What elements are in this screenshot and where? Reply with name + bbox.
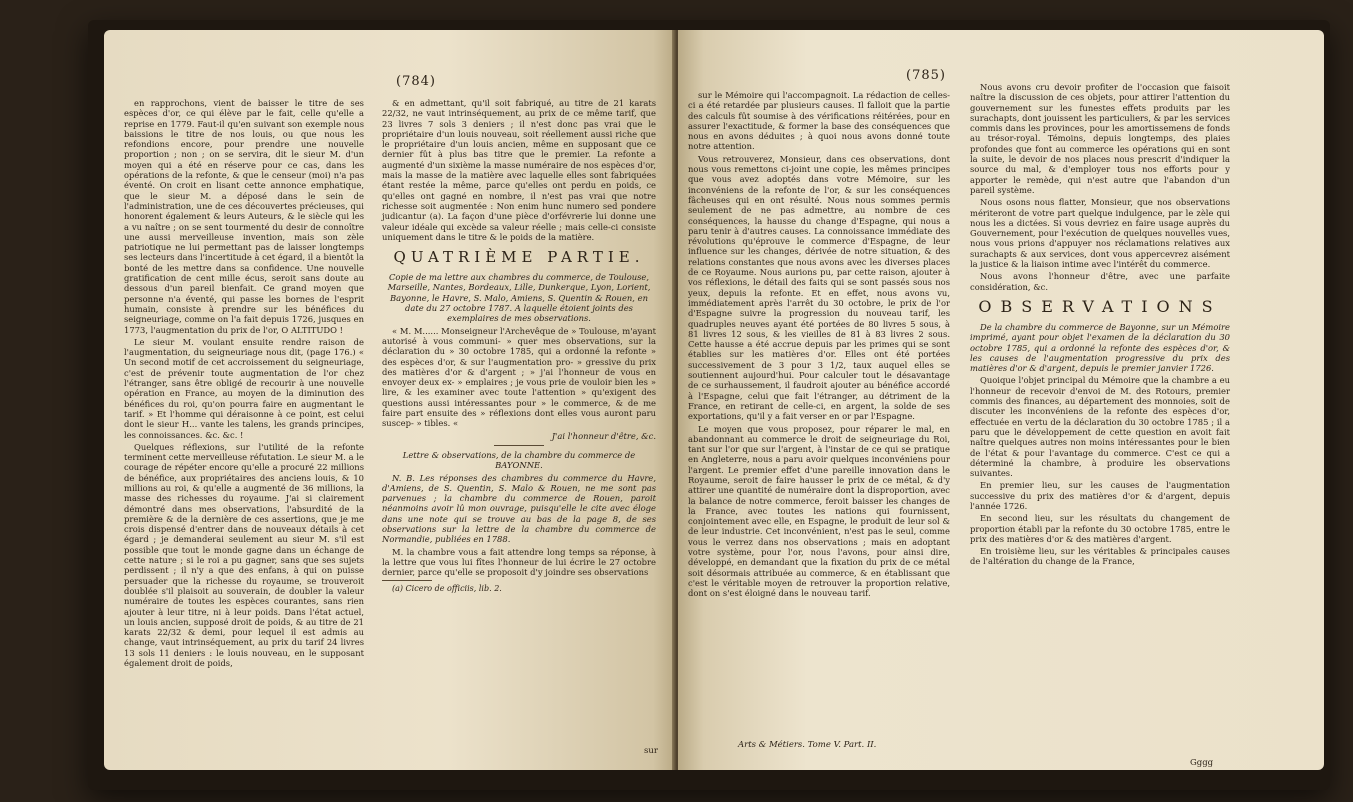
catchword: sur <box>644 746 658 756</box>
paragraph: Nous avons cru devoir profiter de l'occasion que faisoit naître la discussion de ces objets, pour attirer l'attention du gouvernement sur les funestes effets produits par les surachapts, dont jouissent les particuliers, & par les services commis dans les provinces, pour les amortissemens de fonds au trésor-royal. Témoins, depuis longtemps, des plaies profondes que font au commerce les opérations qui en sont la suite, le devoir de nos places nous prescrit d'indiquer la source du mal, & d'employer tous nos efforts pour y apporter le remède, qui n'est autre que l'abandon d'un pareil système. <box>970 82 1230 195</box>
right-column-1 <box>688 90 950 601</box>
paragraph: Le moyen que vous proposez, pour réparer le mal, en abandonnant au commerce le droit de seigneuriage du Roi, tant sur l'or que sur l'argent, à l'instar de ce qui se pratique en Angleterre, nous a paru avoir quelques inconvéniens pour l'argent. Le premier effet d'une pareille innovation dans le Royaume, seroit de faire hausser le prix de ce métal, & d'y attirer une quantité de numéraire dont la disproportion, avec la balance de notre commerce, feroit baisser les changes de la France, avec toutes les nations qui fournissent, conjointement avec elle, en Espagne, le produit de leur sol & de leur industrie. Cet inconvénient, n'est pas le seul, comme vous le verrez dans nos observations ; mais en adoptant votre système, pour l'or, nous l'avons, pour ainsi dire, développé, en demandant que la fixation du prix de ce métal soit désormais attribuée au commerce, & en établissant que c'est le véritable moyen de retrouver la proportion relative, dont on s'est éloigné dans le nouveau tarif. <box>688 423 950 599</box>
sub-heading: Lettre & observations, de la chambre du commerce de BAYONNE. <box>402 449 636 471</box>
paragraph: Vous retrouverez, Monsieur, dans ces observations, dont nous vous remettons ci-joint une copie, les mêmes principes que vous avez adoptés dans votre Mémoire, sur les inconvéniens de la refonte de l'or, & sur les conséquences fâcheuses qui en ont résulté. Nous nous sommes permis seulement de ne pas admettre, au nombre de ces conséquences, la hausse du change d'Espagne, qui nous a paru tenir à d'autres causes. La connoissance immédiate des révolutions qu'éprouve le commerce d'Espagne, de leur influence sur les changes, dérivée de notre situation, & des relations constantes que nous avons avec les diverses places de ce Royaume. Nous aurions pu, par cette raison, ajouter à vos réflexions, le détail des faits qui se sont passés sous nos yeux, depuis la refonte. Et en effet, nous avons vu, immédiatement après l'arrêt du 30 octobre, le prix de l'or d'Espagne suivre la progression du nouveau tarif, les quadruples neuves ayant été portées de 80 livres 5 sous, à 81 livres 12 sous, & les vieilles de 81 à 83 livres 2 sous. Cette hausse a été accrue depuis par les primes qui se sont établies sur les matières d'or. Elles ont été portées successivement de 3 pour 3 1/2, taux auquel elles se soutiennent aujourd'hui. Pour calculer tout le désavantage de ce surhaussement, il faudroit ajouter au bénéfice accordé à l'Espagne, celui que fait l'étranger, au détriment de la France, en retirant de celle-ci, en argent, la solde de ses exportations, qu'il y a fait verser en or par l'Espagne. <box>688 153 950 422</box>
footnote: (a) Cicero de officiis, lib. 2. <box>392 584 502 594</box>
left-page-number: (784) <box>396 74 436 89</box>
paragraph: Quelques réflexions, sur l'utilité de la refonte terminent cette merveilleuse réfutation. Le sieur M. a le courage de répéter encore qu'elle a procuré 22 millions de bénéfice, aux propriétaires des anciens louis, & 10 millions au roi, & qu'elle a augmenté de 36 millions, la masse des richesses du royaume. J'ai si clairement démontré dans mes observations, l'absurdité de la première & de la dernière de ces assertions, que je me crois dispensé d'entrer dans de nouveaux détails à cet égard ; je demanderai seulement au sieur M. s'il est possible que tout le monde gagne dans un échange de cette nature ; si le roi a pu gagner, sans que ses sujets perdissent ; il n'y a que des enfans, à qui on puisse persuader que la richesse du royaume, se trouveroit doublée s'il plaisoit au souverain, de doubler la valeur numéraire de toutes les espèces courantes, sans rien ajouter à leur titre, ni à leur poids. Dans l'état actuel, un louis ancien, supposé droit de poids, & au titre de 21 karats 22/32 & demi, pour lequel il est admis au change, vaut intrinséquement, au prix du tarif 24 livres 13 sols 11 deniers : le louis nouveau, en le supposant également droit de poids, <box>124 441 364 669</box>
paragraph: Le sieur M. voulant ensuite rendre raison de l'augmentation, du seigneuriage nous dit, (page 176.) « Un second motif de cet accroissement du seigneuriage, c'est de prévenir toute augmentation de l'or chez l'étranger, sans être obligé de recourir à une nouvelle opération en France, au moyen de la diminution des bénéfices du roi, qu'on pourra faire en augmentant le tarif. » Et l'homme qui déraisonne à ce point, est celui dont le sieur H... vante les talens, les grands principes, les connoissances. &c. &c. ! <box>124 336 364 440</box>
left-column-1 <box>124 98 364 670</box>
copy-note: Copie de ma lettre aux chambres du commerce, de Toulouse, Marseille, Nantes, Bordeaux, Lille, Dunkerque, Lyon, Lorient, Bayonne, le Havre, S. Malo, Amiens, S. Quentin & Rouen, en date du 27 octobre 1787. A laquelle étoient joints des exemplaires de mes observations. <box>387 272 651 324</box>
right-page <box>678 30 1324 770</box>
paragraph: en rapprochons, vient de baisser le titre de ses espèces d'or, ce qui élève par le fait, celle qu'elle a reprise en 1779. Faut-il qu'en suivant son exemple nous baissions le titre de nos louis, ou que nous les refondions encore, pour prendre une nouvelle proportion ; non ; on se servira, dit le sieur M. d'un moyen qui a été en réserve pour ce cas, dans les opérations de la refonte, & que le censeur (moi) n'a pas éventé. On croit en lisant cette annonce emphatique, que le sieur M. a déposé dans le sein de l'administration, une de ces découvertes précieuses, qui honorent également & leurs Auteurs, & le siècle qui les a vu naître ; on se sent tourmenté du desir de connoître une aussi merveilleuse invention, mais son zèle patriotique ne lui permettant pas de laisser longtemps ses lecteurs dans l'incertitude à cet égard, il a bientôt la bonté de les mettre dans sa confidence. Une nouvelle gratification de cent mille écus, seroit sans doute au dessous d'un pareil bienfait. Ce grand moyen que personne n'a éventé, qui passe les bornes de l'esprit humain, consiste à prendre sur les bénéfices du seigneuriage, comme on l'a fait depuis 1726, jusques en 1773, l'augmentation du prix de l'or, O ALTITUDO ! <box>124 98 364 335</box>
paragraph: & en admettant, qu'il soit fabriqué, au titre de 21 karats 22/32, ne vaut intrinséquement, au prix de ce même tarif, que 23 livres 7 sols 3 deniers ; il n'est donc pas vrai que le propriétaire d'un louis nouveau, soit réellement aussi riche que le propriétaire d'un louis ancien, même en supposant que ce dernier fût à plus bas titre que le premier. La refonte a augmenté d'un sixième la masse numéraire de nos espèces d'or, mais la masse de la matière avec laquelle elles sont fabriquées étant restée la même, parce qu'elles ont perdu en poids, ce qu'elles ont gagné en nombre, il n'est pas vrai que notre richesse soit augmentée : Non enim hunc numero sed pondere judicantur (a). La façon d'une pièce d'orfévrerie lui donne une valeur idéale qui excède sa valeur réelle ; mais celle-ci consiste uniquement dans le titre & le poids de la matière. <box>382 98 656 242</box>
footnote-rule <box>382 580 432 581</box>
page-footer: Arts & Métiers. Tome V. Part. II. <box>738 740 877 750</box>
right-column-2 <box>970 82 1230 569</box>
nb-note: N. B. Les réponses des chambres du commerce du Havre, d'Amiens, de S. Quentin, S. Malo & Rouen, ne me sont pas parvenues ; la chambre du commerce de Rouen, paroit néanmoins avoir lû mon ouvrage, puisqu'elle le cite avec éloge dans une note qui se trouve au bas de la page 8, de ses observations sur la lettre de la chambre du commerce de Normandie, publiées en 1788. <box>382 472 656 545</box>
signature-mark: Gggg <box>1190 758 1214 768</box>
left-column-2 <box>382 98 656 597</box>
paragraph: En premier lieu, sur les causes de l'augmentation successive du prix des matières d'or & d'argent, depuis l'année 1726. <box>970 480 1230 511</box>
right-page-number: (785) <box>906 68 946 83</box>
paragraph: Quoique l'objet principal du Mémoire que la chambre a eu l'honneur de recevoir d'envoi de M. des Rotours, premier commis des finances, au département des monnoies, soit de discuter les inconvéniens de la refonte des espèces d'or, effectuée en vertu de la déclaration du 30 octobre 1785 ; il a paru que le développement de cette question en avoit fait naître quelques autres non moins intéressantes pour le bien de l'état & pour l'avantage du commerce. C'est ce qui a déterminé la chambre, à produire les observations suivantes. <box>970 375 1230 479</box>
divider <box>494 445 544 446</box>
observations-intro: De la chambre du commerce de Bayonne, sur un Mémoire imprimé, ayant pour objet l'examen de la déclaration du 30 octobre 1785, qui a ordonné la refonte des espèces d'or, & les causes de l'augmentation progressive du prix des matières d'or & d'argent, depuis le premier janvier 1726. <box>970 321 1230 374</box>
paragraph: Nous avons l'honneur d'être, avec une parfaite considération, &c. <box>970 271 1230 292</box>
paragraph: En second lieu, sur les résultats du changement de proportion établi par la refonte du 30 octobre 1785, entre le prix des matières d'or & des matières d'argent. <box>970 513 1230 544</box>
letter-text: « M. M...... Monseigneur l'Archevêque de » Toulouse, m'ayant autorisé à vous communi- » quer mes observations, sur la déclaration du » 30 octobre 1785, qui a ordonné la refonte » des espèces d'or, & sur l'augmentation pro- » gressive du prix des matières d'or & d'argent ; » j'ai l'honneur de vous en envoyer deux ex- » emplaires ; je vous prie de vouloir bien les » lire, & les examiner avec toute l'attention » qu'exigent des questions aussi intéressantes pour » le commerce, & de me faire part ensuite des » réflexions dont elles vous auront paru suscep- » tibles. « <box>382 325 656 429</box>
observations-heading: OBSERVATIONS <box>978 296 1222 316</box>
paragraph: Nous osons nous flatter, Monsieur, que nos observations mériteront de votre part quelque indulgence, par le zèle qui nous les a dictées. Si vous devriez en faire usage auprès du Gouvernement, pour l'exécution de quelques nouvelles vues, nous vous prions d'appuyer nos réclamations relatives aux surachapts & aux services, dont vous appercevrez aisément la justice & la liaison intime avec l'intérêt du commerce. <box>970 197 1230 270</box>
left-page <box>104 30 676 770</box>
letter-signature: J'ai l'honneur d'être, &c. <box>551 430 656 441</box>
paragraph: M. la chambre vous a fait attendre long temps sa réponse, à la lettre que vous lui fîtes l'honneur de lui écrire le 27 octobre dernier, parce qu'elle se proposoit d'y joindre ses observations <box>382 546 656 578</box>
paragraph: sur le Mémoire qui l'accompagnoit. La rédaction de celles-ci a été retardée par plusieurs causes. Il falloit que la partie des calculs fût soumise à des vérifications réitérées, pour en assurer l'exactitude, & former la base des conséquences que nous en avons déduites ; à quoi nous avons donné toute notre attention. <box>688 90 950 152</box>
section-heading: QUATRIÈME PARTIE. <box>393 248 645 267</box>
paragraph: En troisième lieu, sur les véritables & principales causes de l'altération du change de la France, <box>970 546 1230 567</box>
